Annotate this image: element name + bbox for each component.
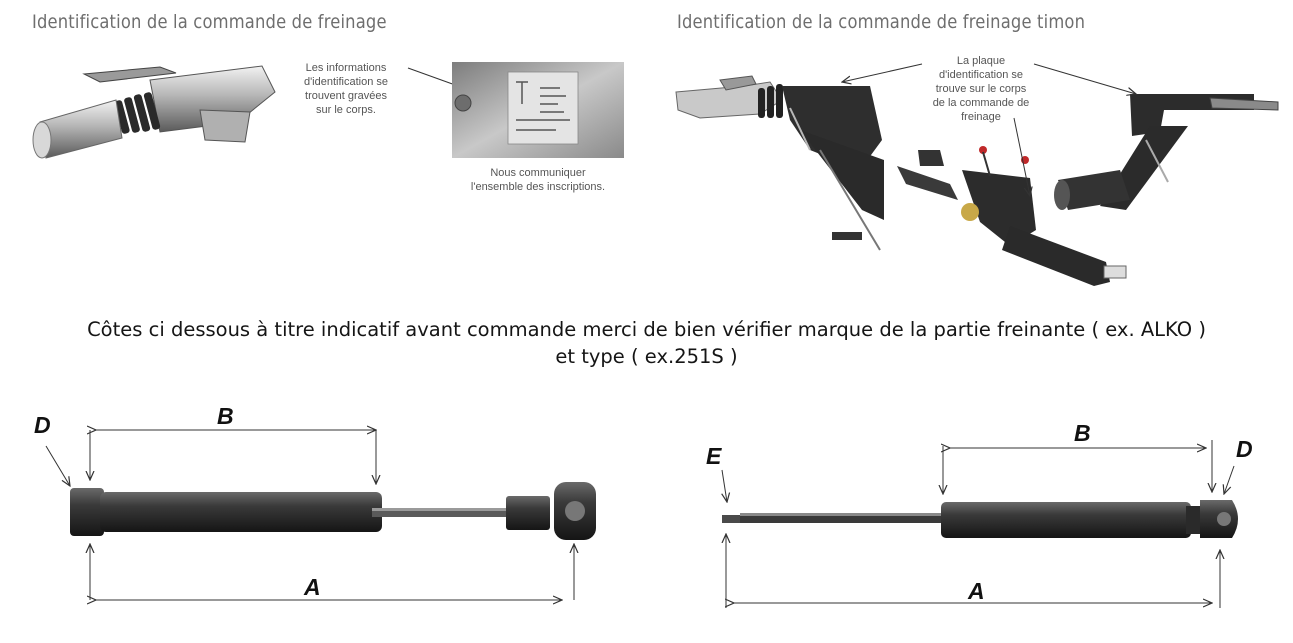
- identification-plate-image: [452, 62, 624, 158]
- left-label-a: A: [304, 574, 321, 600]
- right-label-e: E: [706, 443, 722, 469]
- left-callout-line: Les informations: [305, 62, 387, 74]
- right-label-a: A: [968, 578, 985, 604]
- right-callout-line: de la commande de: [932, 97, 1030, 109]
- right-callout-arrow-2: [1034, 64, 1136, 94]
- right-callout-line: d'identification se: [938, 69, 1024, 81]
- left-section-title: Identification de la commande de freinage: [32, 11, 387, 33]
- plate-caption-line: Nous communiquer: [490, 167, 586, 179]
- left-label-d: D: [34, 412, 51, 438]
- right-callout-line: freinage: [961, 111, 1001, 123]
- left-callout-line: d'identification se: [303, 76, 389, 88]
- drawbar-images: [676, 76, 1278, 286]
- left-label-b: B: [217, 403, 234, 429]
- left-shock-image: [70, 482, 596, 540]
- order-notice-line-2: et type ( ex.251S ): [555, 345, 738, 368]
- order-notice: [0, 316, 1293, 370]
- right-label-b: B: [1074, 420, 1091, 446]
- left-callout-line: sur le corps.: [316, 104, 376, 116]
- right-section-title: Identification de la commande de freinage timon: [677, 11, 1086, 33]
- right-shock-image: [722, 500, 1238, 538]
- left-callout-line: trouvent gravées: [305, 90, 387, 102]
- right-callout-arrow-1: [842, 64, 922, 82]
- right-callout-line: trouve sur le corps: [935, 83, 1027, 95]
- right-callout-line: La plaque: [956, 55, 1006, 67]
- order-notice-line-1: Côtes ci dessous à titre indicatif avant commande merci de bien vérifier marque de la partie freinante ( ex. ALKO ): [87, 318, 1206, 341]
- plate-caption-line: l'ensemble des inscriptions.: [470, 181, 606, 193]
- right-label-d: D: [1236, 436, 1253, 462]
- coupling-head-image: [33, 66, 275, 158]
